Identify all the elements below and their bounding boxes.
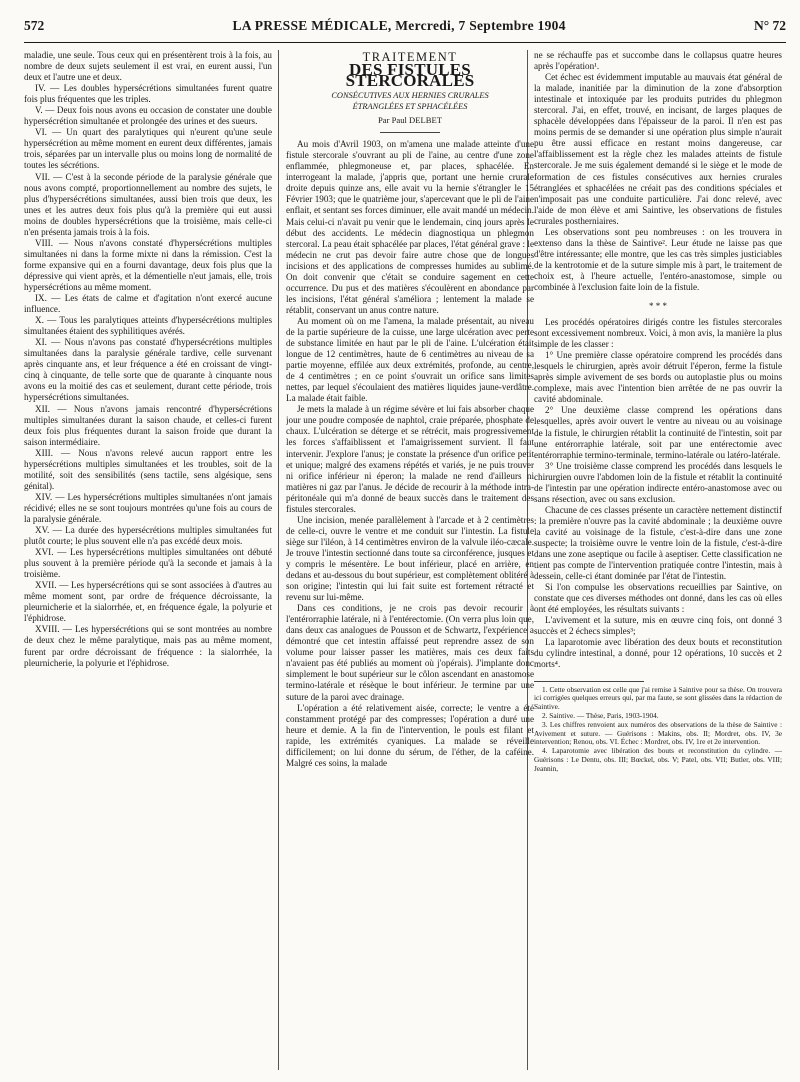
footnotes — [534, 681, 782, 774]
paragraph: Cet échec est évidemment imputable au mauvais état général de la malade, inanitiée par la diminution de la zone d'absorption intestinale et intoxiquée par les produits putrides du phlegmon stercoral. J'ai, en effet, trouvé, en incisant, de larges plaques de sphacèle développées dans l'épaisseur de la paroi. Il n'en est pas moins permis de se demander si une opération plus simple n'aurait pu être aussi efficace en restant moins dangereuse, car l'affaiblissement est la règle chez les malades atteints de fistule stercorale. Je me suis également demandé si le siège et le mode de formation de ces fistules consécutives aux hernies crurales étranglées et sphacélées ne créait pas des conditions spéciales et n'imposait pas une conduite particulière. J'ai donc relevé, avec l'aide de mon élève et ami Saintive, les observations de fistules crurales postherniaires. — [534, 72, 782, 226]
column-left — [24, 50, 272, 1070]
footnote: 4. Laparotomie avec libération des bouts et reconstitution du cylindre. — Guérisons : Le Dentu, obs. III; Bœckel, obs. V; Patel, obs. VII; Butler, obs. VIII; Jeannin, — [534, 746, 782, 773]
paragraph: X. — Tous les paralytiques atteints d'hypersécrétions multiples simultanées étaient des syphilitiques avérés. — [24, 315, 272, 337]
header-rule — [24, 42, 786, 43]
journal-name: LA PRESSE MÉDICALE — [232, 18, 388, 33]
paragraph: ne se réchauffe pas et succombe dans le collapsus quatre heures après l'opération¹. — [534, 50, 782, 72]
paragraph: Au mois d'Avril 1903, on m'amena une malade atteinte d'une fistule stercorale s'ouvrant au pli de l'aine, au centre d'une zone enflammée, phlegmoneuse et, par places, sphacélée. En interrogeant la malade, j'appris que, portant une hernie crurale droite depuis quinze ans, elle avait vu la hernie s'étrangler le 15 Février 1903; que le quatrième jour, s'apercevant que le pli de l'aine enflait, et sentant ses forces diminuer, elle avait mandé un médecin. Mais celui-ci n'avait pu venir que le lendemain, cinq jours après le début des accidents. Le médecin diagnostiqua un phlegmon stercoral. La peau était sphacélée par places, l'état général grave : le médecin ne crut pas devoir faire autre chose que de longues incisions et des applications de compresses humides au sublimé. On doit convenir que c'était se conduire sagement en cette occurrence. Du pus et des matières s'écoulèrent en abondance par les incisions, l'état général s'améliora ; lentement la malade se rétablit, conservant un anus contre nature. — [286, 139, 534, 315]
paragraph: 3° Une troisième classe comprend les procédés dans lesquels le chirurgien ouvre l'abdomen loin de la fistule et rétablit la continuité de l'intestin par une opération indirecte entéro-anastomose avec ou sans résection, avec ou sans exclusion. — [534, 460, 782, 504]
column-middle — [286, 50, 534, 1070]
paragraph: XV. — La durée des hypersécrétions multiples simultanées fut plutôt courte; le plus souvent elle n'a pas excédé deux mois. — [24, 525, 272, 547]
paragraph: VII. — C'est à la seconde période de la paralysie générale que nous avons compté, proportionnellement au nombre des sujets, le plus d'hypersécrétions simultanées, aussi bien trois que deux, les unes et les autres deux fois plus qu'à la première qui eut aussi moins de doubles hypersécrétions que la troisième, mais celle-ci n'en présenta jamais trois à la fois. — [24, 171, 272, 237]
paragraph: L'opération a été relativement aisée, correcte; le ventre a été constamment protégé par des compresses; l'opération a duré une heure et demie. A la fin de l'intervention, le pouls est filant et rapide, les extrémités cyaniques. La malade se réveille difficilement; on lui donne du sérum, de l'éther, de la caféine. Malgré ces soins, la malade — [286, 702, 534, 768]
running-header — [24, 18, 786, 40]
paragraph: IV. — Les doubles hypersécrétions simultanées furent quatre fois plus fréquentes que les triples. — [24, 83, 272, 105]
article-subtitle-line1: CONSÉCUTIVES AUX HERNIES CRURALES — [331, 91, 489, 101]
paragraph: maladie, une seule. Tous ceux qui en présentèrent trois à la fois, au nombre de deux sujets seulement il est vrai, en eurent aussi, l'un deux et l'autre une et deux. — [24, 50, 272, 83]
paragraph: VIII. — Nous n'avons constaté d'hypersécrétions multiples simultanées ni dans la forme mixte ni dans la rémission. C'est la forme expansive qui en a fourni davantage, deux fois plus que la dépressive qui vient après, et la démentielle n'eut jamais, elle, trois hypersécrétions au même moment. — [24, 237, 272, 292]
paragraph: XIV. — Les hypersécrétions multiples simultanées n'ont jamais récidivé; elles ne se sont toujours montrées qu'une fois au cours de la paralysie générale. — [24, 491, 272, 524]
paragraph: Au moment où on me l'amena, la malade présentait, au niveau de la partie supérieure de la cuisse, une large ulcération avec perte de substance limitée en haut par le pli de l'aine. L'ulcération était longue de 12 centimètres, haute de 6 centimètres au niveau de sa partie moyenne, effilée aux deux extrémités, profonde, au centre, de 4 centimètres ; en ce point s'ouvrait un orifice sans limites nettes, par lequel s'écoulaient des matières liquides jaune-verdâtre. La malade était faible. — [286, 315, 534, 404]
paragraph: Une incision, menée parallèlement à l'arcade et à 2 centimètres de celle-ci, ouvre le ventre et me conduit sur l'intestin. La fistule siège sur l'iléon, à 14 centimètres environ de la valvule iléo-cæcale. Je trouve l'intestin sectionné dans toute sa circonférence, jusques et y compris le mésentère. Le bout inférieur, placé en arrière, en dedans et au-dessous du bout supérieur, est complètement oblitéré à son origine; l'intestin qui lui fait suite est fortement rétracté et revenu sur lui-même. — [286, 514, 534, 603]
paragraph: V. — Deux fois nous avons eu occasion de constater une double hypersécrétion simultanée et prolongée des urines et des sueurs. — [24, 105, 272, 127]
column-separator — [278, 50, 279, 1070]
section-break-stars: * * * — [649, 301, 667, 312]
footnote-divider — [534, 681, 644, 682]
paragraph: XII. — Nous n'avons jamais rencontré d'hypersécrétions multiples simultanées durant la saison chaude, et celles-ci furent deux fois plus fréquentes durant la saison froide que durant la saison intermédiaire. — [24, 403, 272, 447]
paragraph: IX. — Les états de calme et d'agitation n'ont exercé aucune influence. — [24, 293, 272, 315]
article-heading — [286, 52, 534, 133]
paragraph: Je mets la malade à un régime sévère et lui fais absorber chaque jour une poudre composée de naphtol, craie préparée, phosphate de chaux. L'ulcération se déterge et se rétrécit, mais progressivement les forces s'affaiblissent et l'amaigrissement survient. Il faut intervenir. J'explore l'anus; je constate la présence d'un orifice petit et unique; malgré des examens répétés et variés, je ne puis trouver ni orifice inférieur ni éperon; la malade ne rend d'ailleurs ni matières ni gaz par l'anus. Je décide de recourir à la méthode intra-péritonéale qui m'a donné de beaux succès dans le traitement des fistules stercorales. — [286, 404, 534, 514]
paragraph: XVII. — Les hypersécrétions qui se sont associées à d'autres au même moment sont, par ordre de fréquence décroissante, la pleurnicherie et la sialorrhée, et, en fréquence égale, la polyurie et l'éphidrose. — [24, 580, 272, 624]
page-number: 572 — [24, 18, 45, 33]
paragraph: Chacune de ces classes présente un caractère nettement distinctif : la première n'ouvre pas la cavité abdominale ; la deuxième ouvre la cavité au voisinage de la fistule, c'est-à-dire dans une zone suspecte; la troisième ouvre le ventre loin de la fistule, c'est-à-dire dans une zone aseptique ou facile à aseptiser. Cette classification ne tient pas compte de l'intervention pratiquée contre l'intestin, mais à dessein, celle-ci étant dominée par l'état de l'intestin. — [534, 504, 782, 582]
issue-date: , Mercredi, 7 Septembre 1904 — [387, 18, 566, 33]
paragraph: L'avivement et la suture, mis en œuvre cinq fois, ont donné 3 succès et 2 échecs simples³; — [534, 615, 782, 637]
paragraph: Si l'on compulse les observations recueillies par Saintive, on constate que ces diverses méthodes ont donné, dans les cas où elles ont été employées, les résultats suivants : — [534, 582, 782, 615]
paragraph: La laparotomie avec libération des deux bouts et reconstitution du cylindre intestinal, a donné, pour 12 opérations, 10 succès et 2 morts⁴. — [534, 637, 782, 670]
paragraph: Les procédés opératoires dirigés contre les fistules stercorales sont excessivement nombreux. Voici, à mon avis, la manière la plus simple de les classer : — [534, 317, 782, 350]
article-kicker: TRAITEMENT — [362, 50, 458, 64]
footnote: 2. Saintive. — Thèse, Paris, 1903-1904. — [542, 710, 659, 720]
article-title: DES FISTULES STERCORALES — [345, 60, 475, 91]
article-byline: Par Paul DELBET — [378, 115, 442, 126]
paragraph: XI. — Nous n'avons pas constaté d'hypersécrétions multiples simultanées dans la paralysie générale tardive, celle survenant après cinquante ans, et leur fréquence a été en croissant de vingt-cinq à cinquante, de telle sorte que de quarante à cinquante nous avons eu la moitié des cas et seulement, durant cette période, trois hypersécrétions simultanées. — [24, 337, 272, 403]
paragraph: 2° Une deuxième classe comprend les opérations dans lesquelles, après avoir ouvert le ventre au niveau ou au voisinage de la fistule, le chirurgien rétablit la continuité de l'intestin, soit par une entérorraphie latérale, soit par une entérectomie avec entérorraphie termino-terminale, termino-latérale ou latéro-latérale. — [534, 405, 782, 460]
article-subtitle-line2: ÉTRANGLÉES ET SPHACÉLÉES — [352, 102, 468, 112]
paragraph: XVIII. — Les hypersécrétions qui se sont montrées au nombre de deux chez le même paralytique, mais pas au même moment, furent par ordre décroissant de fréquence : la sialorrhée, la pleurnicherie, la polyurie et l'éphidrose. — [24, 624, 272, 668]
column-right — [534, 50, 782, 1070]
heading-divider — [380, 132, 440, 133]
footnote: 1. Cette observation est celle que j'ai remise à Saintive pour sa thèse. On trouvera ici corrigées quelques erreurs qui, par ma faute, se sont glissées dans la rédaction de Saintive. — [534, 684, 782, 712]
paragraph: XIII. — Nous n'avons relevé aucun rapport entre les hypersécrétions multiples simultanées et les troubles, soit de la motilité, soit des sensibilités (sens tactile, sens algésique, sens génital). — [24, 447, 272, 491]
paragraph: XVI. — Les hypersécrétions multiples simultanées ont débuté plus souvent à la première période qu'à la seconde et jamais à la troisième. — [24, 547, 272, 580]
journal-title — [232, 18, 565, 34]
footnote: 3. Les chiffres renvoient aux numéros des observations de la thèse de Saintive : Avivement et suture. — Guérisons : Makins, obs. II; Mordret, obs. IV, 3e intervention; Renou, obs. VI. Échec : Mordret, obs. IV, 1re et 2e intervention. — [534, 719, 782, 747]
paragraph: VI. — Un quart des paralytiques qui n'eurent qu'une seule hypersécrétion au même moment en eurent deux différentes, jamais trois, séparées par un intervalle plus ou moins long de normalité de toutes les sécrétions. — [24, 127, 272, 171]
paragraph: Les observations sont peu nombreuses : on les trouvera in extenso dans la thèse de Saintive². Leur étude ne laisse pas que d'être intéressante; elle montre, que les cas très simples justiciables de la kentrotomie et de la suture simple mis à part, le traitement de choix est, à l'heure actuelle, l'entéro-anastomose, simple ou combinée à l'exclusion faite loin de la fistule. — [534, 226, 782, 292]
paragraph: 1° Une première classe opératoire comprend les procédés dans lesquels le chirurgien, après avoir détruit l'éperon, ferme la fistule après simple avivement de ses bords ou autoplastie plus ou moins complexe, mais avec l'intention bien arrêtée de ne pas ouvrir la cavité abdominale. — [534, 350, 782, 405]
paragraph: Dans ces conditions, je ne crois pas devoir recourir à l'entérorraphie latérale, ni à l'entérectomie. (On verra plus loin que, dans deux cas analogues de Pousson et de Schwartz, l'expérience a démontré que cet intestin affaissé peut reprendre assez de son volume pour laisser passer les matières, mais ces deux faits n'avaient pas été publiés au moment où j'opérais). J'implante donc simplement le bout supérieur sur le côlon ascendant en anastomose termino-latérale et résèque le bout inférieur. Je termine par une suture de la paroi avec drainage. — [286, 603, 534, 702]
issue-number: N° 72 — [753, 18, 786, 33]
